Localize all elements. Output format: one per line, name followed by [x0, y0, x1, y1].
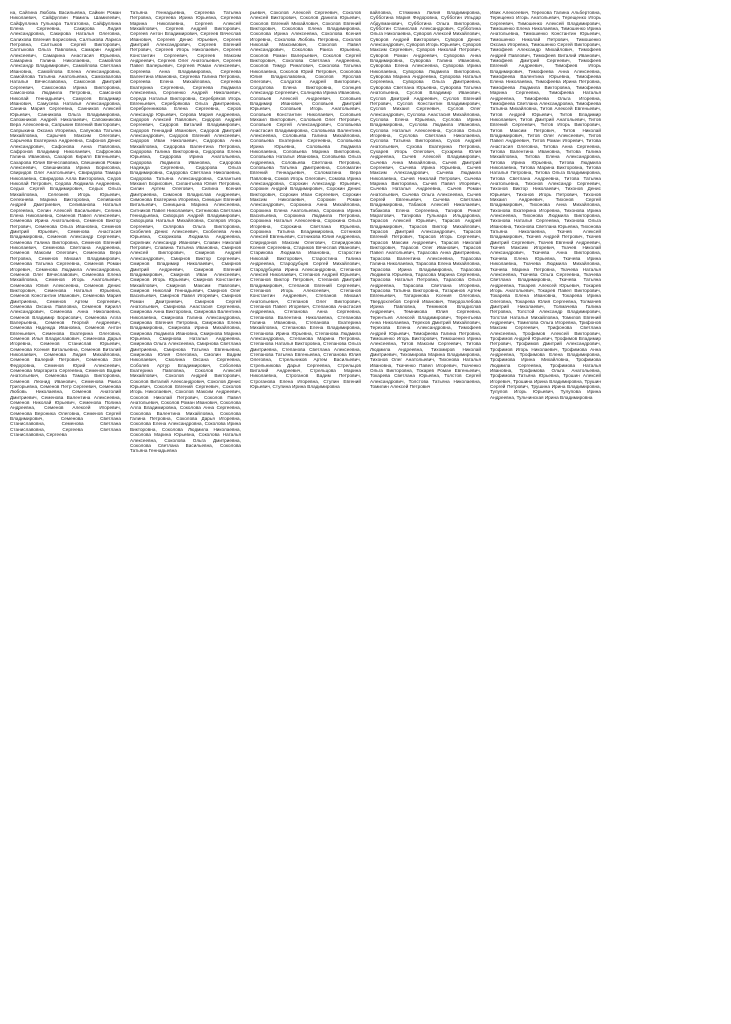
text-column-4: [370, 10, 481, 1014]
text-column-5: [490, 10, 601, 1014]
text-column-1: [10, 10, 121, 1014]
column-1-text: на, Сайгина Любовь Васильевна, Сайкин Роман Николаевич, Сайфуллин Рамиль Шамилевич, Сайфуллина Гульнара Талгатовна, Сайфуллина Елена Сергеевна, Сакирова Лидия Александровна, Сакирова Наталья Олеговна, Салихова Евгения Борисовна, Салтыкова Лариса Петровна, Салтыков Сергей Викторович, Салтыкова Ольга Павловна, Самарин Андрей Алексеевич, Самарина Анастасия Юрьевна, Самарина Галина Николаевна, Самойлов Александр Владимирович, Самойлова Светлана Ивановна, Самойлова Елена Александровна, Самойлова Татьяна Анатольевна, Самохвалова Наталья Вячеславовна, Самсонов Дмитрий Сергеевич, Самсонова Ирина Викторовна, Самсонова Людмила Петровна, Самсонов Николай Геннадьевич, Самусев Владимир Иванович, Самусева Наталья Александровна, Санина Мария Сергеевна, Санников Алексей Юрьевич, Санникова Ольга Владимировна, Сапожников Андрей Николаевич, Сапожникова Вера Алексеевна, Сапрыкин Евгений Викторович, Сапрыкина Оксана Игоревна, Сапунова Татьяна Михайловна, Сарычев Максим Олегович, Сарычева Екатерина Андреевна, Сафонов Денис Александрович, Сафонова Анна Павловна, Сафронов Владимир Николаевич, Сафронова Галина Ивановна, Сахаров Кирилл Евгеньевич, Сахарова Юлия Вячеславовна, Свешников Роман Алексеевич, Свешникова Ирина Борисовна, Свиридов Олег Анатольевич, Свиридова Тамара Николаевна, Свиридова Алла Викторовна, Седов Николай Петрович, Седова Людмила Андреевна, Седых Сергей Владимирович, Седых Ольга Михайловна, Селезнев Игорь Юрьевич, Селезнева Марина Викторовна, Селиванов Андрей Дмитриевич, Селиванова Наталья Сергеевна, Селин Алексей Васильевич, Селина Елена Николаевна, Семенов Павел Алексеевич, Семенова Ирина Анатольевна, Семенов Виктор Петрович, Семенова Ольга Ивановна, Семенов Дмитрий Юрьевич, Семенова Анастасия Владимировна, Семенов Александр Сергеевич, Семенова Галина Викторовна, Семенов Евгений Николаевич, Семенова Светлана Андреевна, Семенов Максим Олегович, Семенова Вера Петровна, Семенов Михаил Владимирович, Семенова Татьяна Сергеевна, Семенов Роман Игоревич, Семенова Людмила Александровна, Семенов Олег Вячеславович, Семенова Елена Михайловна, Семенов Игорь Анатольевич, Семенова Юлия Алексеевна, Семенов Денис Викторович, Семенова Наталья Юрьевна, Семенов Константин Иванович, Семенова Мария Дмитриевна, Семенов Артем Сергеевич, Семенова Оксана Павловна, Семенов Кирилл Александрович, Семенова Анна Николаевна, Семенов Владимир Борисович, Семенова Алла Валерьевна, Семенов Георгий Андреевич, Семенова Надежда Ивановна, Семенов Антон Евгеньевич, Семенова Екатерина Олеговна, Семенов Илья Владиславович, Семенова Дарья Игоревна, Семенов Станислав Юрьевич, Семенова Ксения Витальевна, Семенов Виталий Николаевич, Семенова Лидия Михайловна, Семенов Валерий Петрович, Семенова Зоя Федоровна, Семенов Юрий Алексеевич, Семенова Маргарита Сергеевна, Семенов Вадим Анатольевич, Семенова Тамара Викторовна, Семенов Леонид Иванович, Семенова Раиса Григорьевна, Семенов Петр Сергеевич, Семенова Любовь Николаевна, Семенов Анатолий Дмитриевич, Семенова Валентина Алексеевна, Семенов Николай Юрьевич, Семенова Полина Андреевна, Семенов Алексей Игоревич, Семенова Вероника Олеговна, Семенов Сергей Владимирович, Семенова Светлана Станиславовна, Семенова Светлана Станиславовна, Сергеева Светлана Станиславовна, Сергеева: [10, 10, 121, 438]
text-column-6: [610, 10, 721, 1014]
text-column-2: [130, 10, 241, 1014]
column-5-text: Ивик Алексеевич, Тереховa Галина Альбертовна, Терещенко Игорь Анатольевич, Терещенко Игорь Сергеевич, Тимошенко Алексей Владимирович, Тимошенко Елена Николаевна, Тимошенко Ирина Анатольевна, Тимошенко Константин Юрьевич, Тимошенко Николай Петрович, Тимошенко Оксана Игоревна, Тимошенко Сергей Викторович, Тимофеев Александр Михайлович, Тимофеев Андрей Павлович, Тимофеев Виталий Иванович, Тимофеев Дмитрий Сергеевич, Тимофеев Евгений Андреевич, Тимофеев Игорь Владимирович, Тимофеева Анна Алексеевна, Тимофеева Валентина Юрьевна, Тимофеева Елена Николаевна, Тимофеева Ирина Петровна, Тимофеева Людмила Викторовна, Тимофеева Марина Сергеевна, Тимофеева Наталья Андреевна, Тимофеева Ольга Игоревна, Тимофеева Светлана Александровна, Тимофеева Татьяна Михайловна, Титов Алексей Евгеньевич, Титов Андрей Юрьевич, Титов Владимир Николаевич, Титов Дмитрий Анатольевич, Титов Евгений Сергеевич, Титов Игорь Викторович, Титов Максим Петрович, Титов Николай Владимирович, Титов Олег Алексеевич, Титов Павел Андреевич, Титов Роман Игоревич, Титова Анастасия Олеговна, Титова Анна Сергеевна, Титова Валентина Ивановна, Титова Галина Михайловна, Титова Елена Александровна, Титова Ирина Юрьевна, Титова Людмила Николаевна, Титова Марина Викторовна, Титова Наталья Петровна, Титова Ольга Владимировна, Титова Светлана Андреевна, Титова Татьяна Анатольевна, Тихонов Александр Сергеевич, Тихонов Виктор Николаевич, Тихонов Денис Юрьевич, Тихонов Игорь Петрович, Тихонов Михаил Андреевич, Тихонов Сергей Владимирович, Тихонова Анна Михайловна, Тихонова Екатерина Игоревна, Тихонова Ирина Алексеевна, Тихонова Людмила Викторовна, Тихонова Наталья Сергеевна, Тихонова Ольга Ивановна, Тихонова Светлана Юрьевна, Тихонова Татьяна Николаевна, Ткачев Алексей Владимирович, Ткачев Андрей Петрович, Ткачев Дмитрий Сергеевич, Ткачев Евгений Андреевич, Ткачев Максим Игоревич, Ткачев Николай Александрович, Ткачева Анна Викторовна, Ткачева Елена Юрьевна, Ткачева Ирина Николаевна, Ткачева Людмила Михайловна, Ткачева Марина Петровна, Ткачева Наталья Алексеевна, Ткачева Ольга Сергеевна, Ткачева Светлана Владимировна, Ткачева Татьяна Андреевна, Токарев Алексей Юрьевич, Токарев Игорь Анатольевич, Токарев Павел Викторович, Токарева Елена Ивановна, Токарева Ирина Олеговна, Токарева Юлия Сергеевна, Толмачев Дмитрий Николаевич, Толмачева Галина Петровна, Толстой Александр Владимирович, Толстая Наталья Михайловна, Томилов Евгений Андреевич, Томилова Ольга Игоревна, Трифонов Максим Сергеевич, Трифонова Светлана Алексеевна, Трофимов Алексей Викторович, Трофимов Андрей Юрьевич, Трофимов Владимир Петрович, Трофимов Дмитрий Александрович, Трофимов Игорь Николаевич, Трофимова Анна Андреевна, Трофимова Елена Владимировна, Трофимова Ирина Михайловна, Трофимова Людмила Сергеевна, Трофимова Наталья Ивановна, Трофимова Ольга Анатольевна, Трофимова Татьяна Юрьевна, Трошин Алексей Игоревич, Трошина Ирина Владимировна, Трушин Сергей Петрович, Трушина Ирина Владимировна, Тулупов Игорь Юрьевич, Тулупова Ирина Андреевна, Тульчинская Ирина Владимировна: [490, 10, 601, 400]
text-column-3: [250, 10, 361, 1014]
column-4-text: вайловна, Стяжкина Лилия Владимировна, Субботина Мария Федоровна, Субботин Ильдар Абдулманович, Субботина Ольга Викторовна, Субботин Станислав Александрович, Субботина Ольга Николаевна, Суворов Алексей Михайлович, Суворов Андрей Викторович, Суворов Денис Александрович, Суворов Игорь Юрьевич, Суворов Максим Сергеевич, Суворов Николай Петрович, Суворов Роман Андреевич, Суворова Анна Владимировна, Суворова Галина Ивановна, Суворова Елена Алексеевна, Суворова Ирина Николаевна, Суворова Людмила Викторовна, Суворова Марина Андреевна, Суворова Наталья Сергеевна, Суворова Ольга Дмитриевна, Суворова Светлана Юрьевна, Суворова Татьяна Анатольевна, Суслов Владимир Иванович, Суслов Дмитрий Андреевич, Суслов Евгений Петрович, Суслов Константин Владимирович, Суслов Михаил Сергеевич, Суслов Олег Александрович, Суслова Анастасия Михайловна, Суслова Елена Юрьевна, Суслова Ирина Владимировна, Суслова Людмила Ивановна, Суслова Наталья Алексеевна, Суслова Ольга Игоревна, Суслова Светлана Николаевна, Суслова Татьяна Викторовна, Сухов Андрей Анатольевич, Сухова Екатерина Петровна, Сухарев Игорь Олегович, Сухарева Юлия Андреевна, Сычев Алексей Владимирович, Сычева Анна Михайловна, Сычев Дмитрий Сергеевич, Сычева Ирина Юрьевна, Сычев Максим Александрович, Сычева Людмила Николаевна, Сычев Николай Петрович, Сычева Марина Викторовна, Сычев Павел Игоревич, Сычева Наталья Андреевна, Сычев Роман Анатольевич, Сычева Ольга Алексеевна, Сычев Сергей Евгеньевич, Сычева Светлана Владимировна, Табаков Алексей Николаевич, Табакова Елена Сергеевна, Тагиров Ринат Маратович, Тагирова Гульнара Ильдаровна, Тарасов Алексей Юрьевич, Тарасов Андрей Владимирович, Тарасов Виктор Михайлович, Тарасов Дмитрий Александрович, Тарасов Евгений Петрович, Тарасов Игорь Сергеевич, Тарасов Максим Андреевич, Тарасов Николай Викторович, Тарасов Олег Иванович, Тарасов Павел Анатольевич, Тарасова Анна Дмитриевна, Тарасова Валентина Алексеевна, Тарасова Галина Николаевна, Тарасова Елена Михайловна, Тарасова Ирина Владимировна, Тарасова Людмила Юрьевна, Тарасова Марина Сергеевна, Тарасова Наталья Петровна, Тарасова Ольга Андреевна, Тарасова Светлана Игоревна, Тарасова Татьяна Викторовна, Татаринов Артем Евгеньевич, Татаринова Ксения Олеговна, Твердохлебов Сергей Иванович, Твердохлебова Ирина Павловна, Темников Владислав Андреевич, Темникова Юлия Сергеевна, Терентьев Алексей Владимирович, Терентьева Анна Николаевна, Терехов Дмитрий Михайлович, Терехова Елена Александровна, Тимофеев Андрей Юрьевич, Тимофеева Галина Петровна, Тимошенко Игорь Викторович, Тимошенко Ирина Алексеевна, Титов Максим Сергеевич, Титова Людмила Андреевна, Тихомиров Николай Дмитриевич, Тихомирова Марина Владимировна, Тихонов Олег Анатольевич, Тихонова Наталья Ивановна, Ткаченко Павел Игоревич, Ткаченко Ольга Викторовна, Токарев Роман Евгеньевич, Токарева Светлана Юрьевна, Толстов Сергей Александрович, Толстова Татьяна Николаевна, Томилин Алексей Петрович: [370, 10, 481, 390]
column-2-text: Татьяна Геннадьевна, Сергеева Татьяна Петровна, Сергеева Ирина Юрьевна, Сергеева Марина Николаевна, Сергеев Алексей Михайлович, Сергеев Андрей Викторович, Сергеев Антон Владимирович, Сергеев Вячеслав Иванович, Сергеев Денис Юрьевич, Сергеев Дмитрий Александрович, Сергеев Евгений Петрович, Сергеев Игорь Николаевич, Сергеев Константин Сергеевич, Сергеев Максим Андреевич, Сергеев Олег Анатольевич, Сергеев Павел Валерьевич, Сергеев Роман Алексеевич, Сергеева Анна Владимировна, Сергеева Валентина Ивановна, Сергеева Галина Петровна, Сергеева Елена Михайловна, Сергеева Екатерина Сергеевна, Сергеева Людмила Алексеевна, Сергиенко Андрей Николаевич, Середа Наталья Викторовна, Серебряков Игорь Евгеньевич, Серебрякова Ольга Дмитриевна, Серебренникова Елена Сергеевна, Серов Александр Юрьевич, Серова Мария Андреевна, Сидоров Алексей Павлович, Сидоров Андрей Сергеевич, Сидоров Виталий Владимирович, Сидоров Геннадий Иванович, Сидоров Дмитрий Александрович, Сидоров Евгений Алексеевич, Сидоров Иван Николаевич, Сидорова Анна Михайловна, Сидорова Валентина Петровна, Сидорова Галина Викторовна, Сидорова Елена Юрьевна, Сидорова Ирина Анатольевна, Сидорова Людмила Ивановна, Сидорова Надежда Сергеевна, Сидорова Ольга Владимировна, Сидорова Светлана Николаевна, Сидорова Татьяна Александровна, Силантьев Михаил Борисович, Силантьева Юлия Петровна, Силин Артем Олегович, Силина Ксения Дмитриевна, Симонов Владислав Андреевич, Симонова Екатерина Игоревна, Синицын Евгений Витальевич, Синицына Марина Алексеевна, Ситников Павел Николаевич, Ситникова Светлана Геннадьевна, Скворцов Андрей Владимирович, Скворцова Наталья Михайловна, Скляров Игорь Сергеевич, Склярова Ольга Викторовна, Скобелев Денис Алексеевич, Скобелева Анна Юрьевна, Скорикова Людмила Андреевна, Скрипник Александр Иванович, Славин Николай Петрович, Славина Татьяна Ивановна, Смирнов Алексей Викторович, Смирнов Андрей Александрович, Смирнов Виктор Сергеевич, Смирнов Владимир Николаевич, Смирнов Дмитрий Андреевич, Смирнов Евгений Владимирович, Смирнов Иван Алексеевич, Смирнов Игорь Юрьевич, Смирнов Константин Михайлович, Смирнов Максим Павлович, Смирнов Николай Геннадьевич, Смирнов Олег Васильевич, Смирнов Павел Игоревич, Смирнов Роман Дмитриевич, Смирнов Сергей Анатольевич, Смирнова Анастасия Сергеевна, Смирнова Анна Викторовна, Смирнова Валентина Николаевна, Смирнова Галина Александровна, Смирнова Евгения Петровна, Смирнова Елена Владимировна, Смирнова Ирина Михайловна, Смирнова Людмила Ивановна, Смирнова Марина Юрьевна, Смирнова Наталья Андреевна, Смирнова Ольга Алексеевна, Смирнова Светлана Дмитриевна, Смирнова Татьяна Евгеньевна, Смирнова Юлия Олеговна, Смолин Вадим Николаевич, Смолина Оксана Сергеевна, Соболев Артур Владимирович, Соболева Екатерина Павловна, Соколов Алексей Михайлович, Соколов Андрей Викторович, Соколов Виталий Александрович, Соколов Денис Юрьевич, Соколов Евгений Сергеевич, Соколов Игорь Николаевич, Соколов Максим Андреевич, Соколов Николай Петрович, Соколов Павел Анатольевич, Соколов Роман Иванович, Соколова Алла Владимировна, Соколова Анна Сергеевна, Соколова Валентина Михайловна, Соколова Галина Петровна, Соколова Дарья Игоревна, Соколова Елена Александровна, Соколова Ирина Викторовна, Соколова Людмила Николаевна, Соколова Марина Юрьевна, Соколова Наталья Алексеевна, Соколова Ольга Дмитриевна, Соколова Светлана Васильевна, Соколова Татьяна Геннадьевна: [130, 10, 241, 454]
column-3-text: рьевич, Соколов Алексей Сергеевич, Соколов Алексей Викторович, Соколов Данила Юрьевич, Соколов Евгений Михайлович, Соколов Евгений Викторович, Соколова Елена Владимировна, Соколова Ирина Алексеевна, Соколова Ксения Игоревна, Соколова Любовь Петровна, Соколов Николай Максимович, Соколов Павел Александрович, Соколова Раиса Юрьевна, Соколов Роман Валерьевич, Соколов Сергей Викторович, Соколова Светлана Андреевна, Соколов Тимур Ринатович, Соколова Татьяна Николаевна, Соколов Юрий Петрович, Соколова Юлия Владиславовна, Соколов Ярослав Олегович, Солдатов Андрей Викторович, Солдатова Елена Викторовна, Солнцев Александр Сергеевич, Солнцева Ирина Ивановна, Соловьев Алексей Андреевич, Соловьев Владимир Иванович, Соловьев Дмитрий Юрьевич, Соловьев Игорь Анатольевич, Соловьев Константин Николаевич, Соловьев Михаил Викторович, Соловьев Олег Петрович, Соловьев Сергей Александрович, Соловьева Анастасия Владимировна, Соловьева Валентина Алексеевна, Соловьева Галина Михайловна, Соловьева Екатерина Сергеевна, Соловьева Ирина Юрьевна, Соловьева Людмила Николаевна, Соловьева Марина Викторовна, Соловьева Наталья Ивановна, Соловьева Ольга Андреевна, Соловьева Светлана Петровна, Соловьева Татьяна Дмитриевна, Соломатин Евгений Геннадьевич, Соломатина Вера Павловна, Сомов Игорь Олегович, Сомова Ирина Александровна, Сорокин Александр Юрьевич, Сорокин Андрей Владимирович, Сорокин Денис Викторович, Сорокин Иван Сергеевич, Сорокин Максим Николаевич, Сорокин Роман Александрович, Сорокина Анна Михайловна, Сорокина Елена Анатольевна, Сорокина Ирина Васильевна, Сорокина Людмила Петровна, Сорокина Наталья Алексеевна, Сорокина Ольга Игоревна, Сорокина Светлана Юрьевна, Сорокина Татьяна Владимировна, Сотников Алексей Евгеньевич, Сотникова Юлия Андреевна, Спиридонов Максим Олегович, Спиридонова Ксения Сергеевна, Стариков Вячеслав Иванович, Старикова Людмила Ивановна, Старостин Николай Викторович, Старостина Галина Андреевна, Стародубцев Сергей Михайлович, Стародубцева Ирина Александровна, Степанов Алексей Николаевич, Степанов Андрей Юрьевич, Степанов Виктор Петрович, Степанов Дмитрий Владимирович, Степанов Евгений Сергеевич, Степанов Игорь Алексеевич, Степанов Константин Андреевич, Степанов Михаил Анатольевич, Степанов Олег Викторович, Степанов Павел Игоревич, Степанова Анастасия Андреевна, Степанова Анна Сергеевна, Степанова Валентина Николаевна, Степанова Галина Ивановна, Степанова Екатерина Михайловна, Степанова Елена Владимировна, Степанова Ирина Юрьевна, Степанова Людмила Александровна, Степанова Марина Петровна, Степанова Наталья Викторовна, Степанова Ольга Дмитриевна, Степанова Светлана Алексеевна, Степанова Татьяна Евгеньевна, Степанова Юлия Олеговна, Стрельников Артем Васильевич, Стрельникова Дарья Сергеевна, Стрельцов Виталий Андреевич, Стрельцова Марина Николаевна, Строганов Вадим Петрович, Строганова Елена Игоревна, Ступин Евгений Юрьевич, Ступина Ирина Владимировна: [250, 10, 361, 390]
text-columns: [10, 10, 721, 1014]
